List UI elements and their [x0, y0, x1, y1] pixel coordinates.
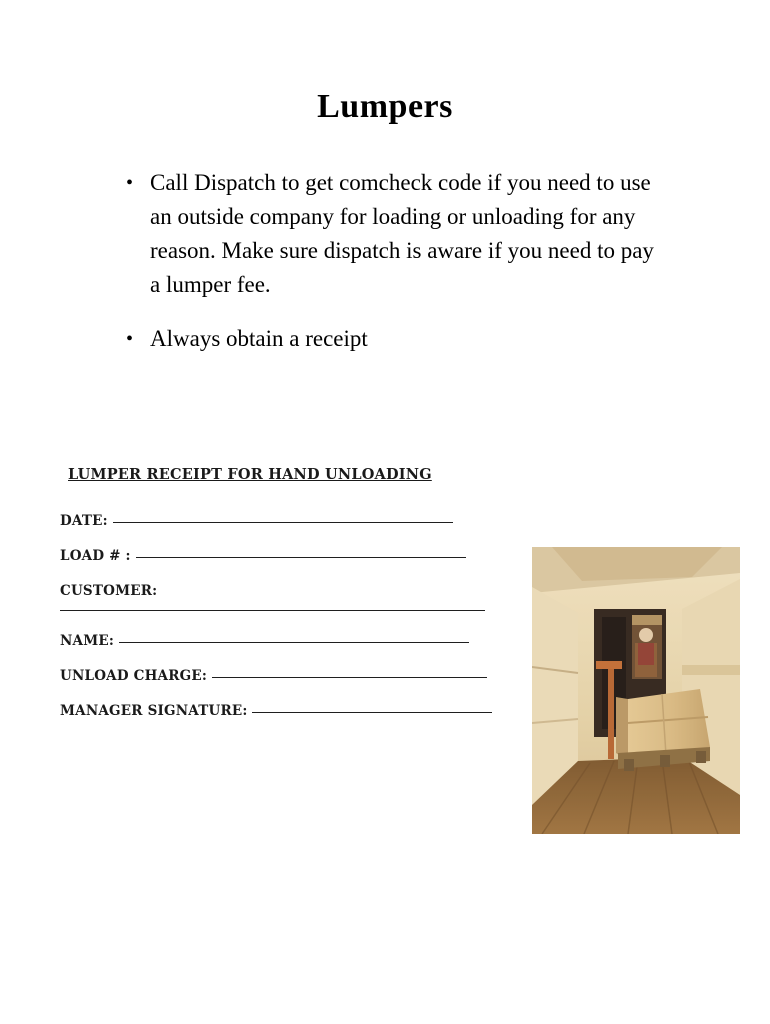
- field-name-input[interactable]: [119, 642, 469, 643]
- list-item: [126, 322, 666, 356]
- field-load-number-label: LOAD # :: [60, 548, 131, 564]
- field-unload-charge-input[interactable]: [212, 677, 487, 678]
- list-item: [126, 166, 666, 302]
- field-name: [60, 633, 500, 649]
- field-manager-signature: [60, 703, 500, 719]
- field-customer-input[interactable]: [60, 610, 485, 611]
- bullet-text: Always obtain a receipt: [150, 326, 368, 351]
- field-unload-charge-label: UNLOAD CHARGE:: [60, 668, 208, 684]
- field-date-label: DATE:: [60, 513, 108, 529]
- field-load-number-input[interactable]: [136, 557, 466, 558]
- field-date-input[interactable]: [113, 522, 453, 523]
- bullet-marker-icon: •: [126, 172, 134, 194]
- lumper-receipt-form: [60, 466, 500, 738]
- trailer-interior-photo: [532, 547, 740, 834]
- bullet-marker-icon: •: [126, 328, 134, 350]
- page-title: Lumpers: [317, 88, 453, 125]
- receipt-heading: LUMPER RECEIPT FOR HAND UNLOADING: [68, 466, 432, 483]
- field-customer-label: CUSTOMER:: [60, 583, 158, 599]
- bullet-list: [126, 166, 666, 370]
- field-unload-charge: [60, 668, 500, 684]
- photo-illustration: [532, 547, 740, 834]
- field-manager-signature-label: MANAGER SIGNATURE:: [60, 703, 248, 719]
- field-date: [60, 513, 500, 529]
- bullet-text: Call Dispatch to get comcheck code if you need to use an outside company for loading or unloading for any reason. Make sure dispatch is aware if you need to pay a lumper fee.: [150, 170, 654, 297]
- field-manager-signature-input[interactable]: [252, 712, 492, 713]
- field-customer: [60, 583, 500, 611]
- field-load-number: [60, 548, 500, 564]
- field-name-label: NAME:: [60, 633, 115, 649]
